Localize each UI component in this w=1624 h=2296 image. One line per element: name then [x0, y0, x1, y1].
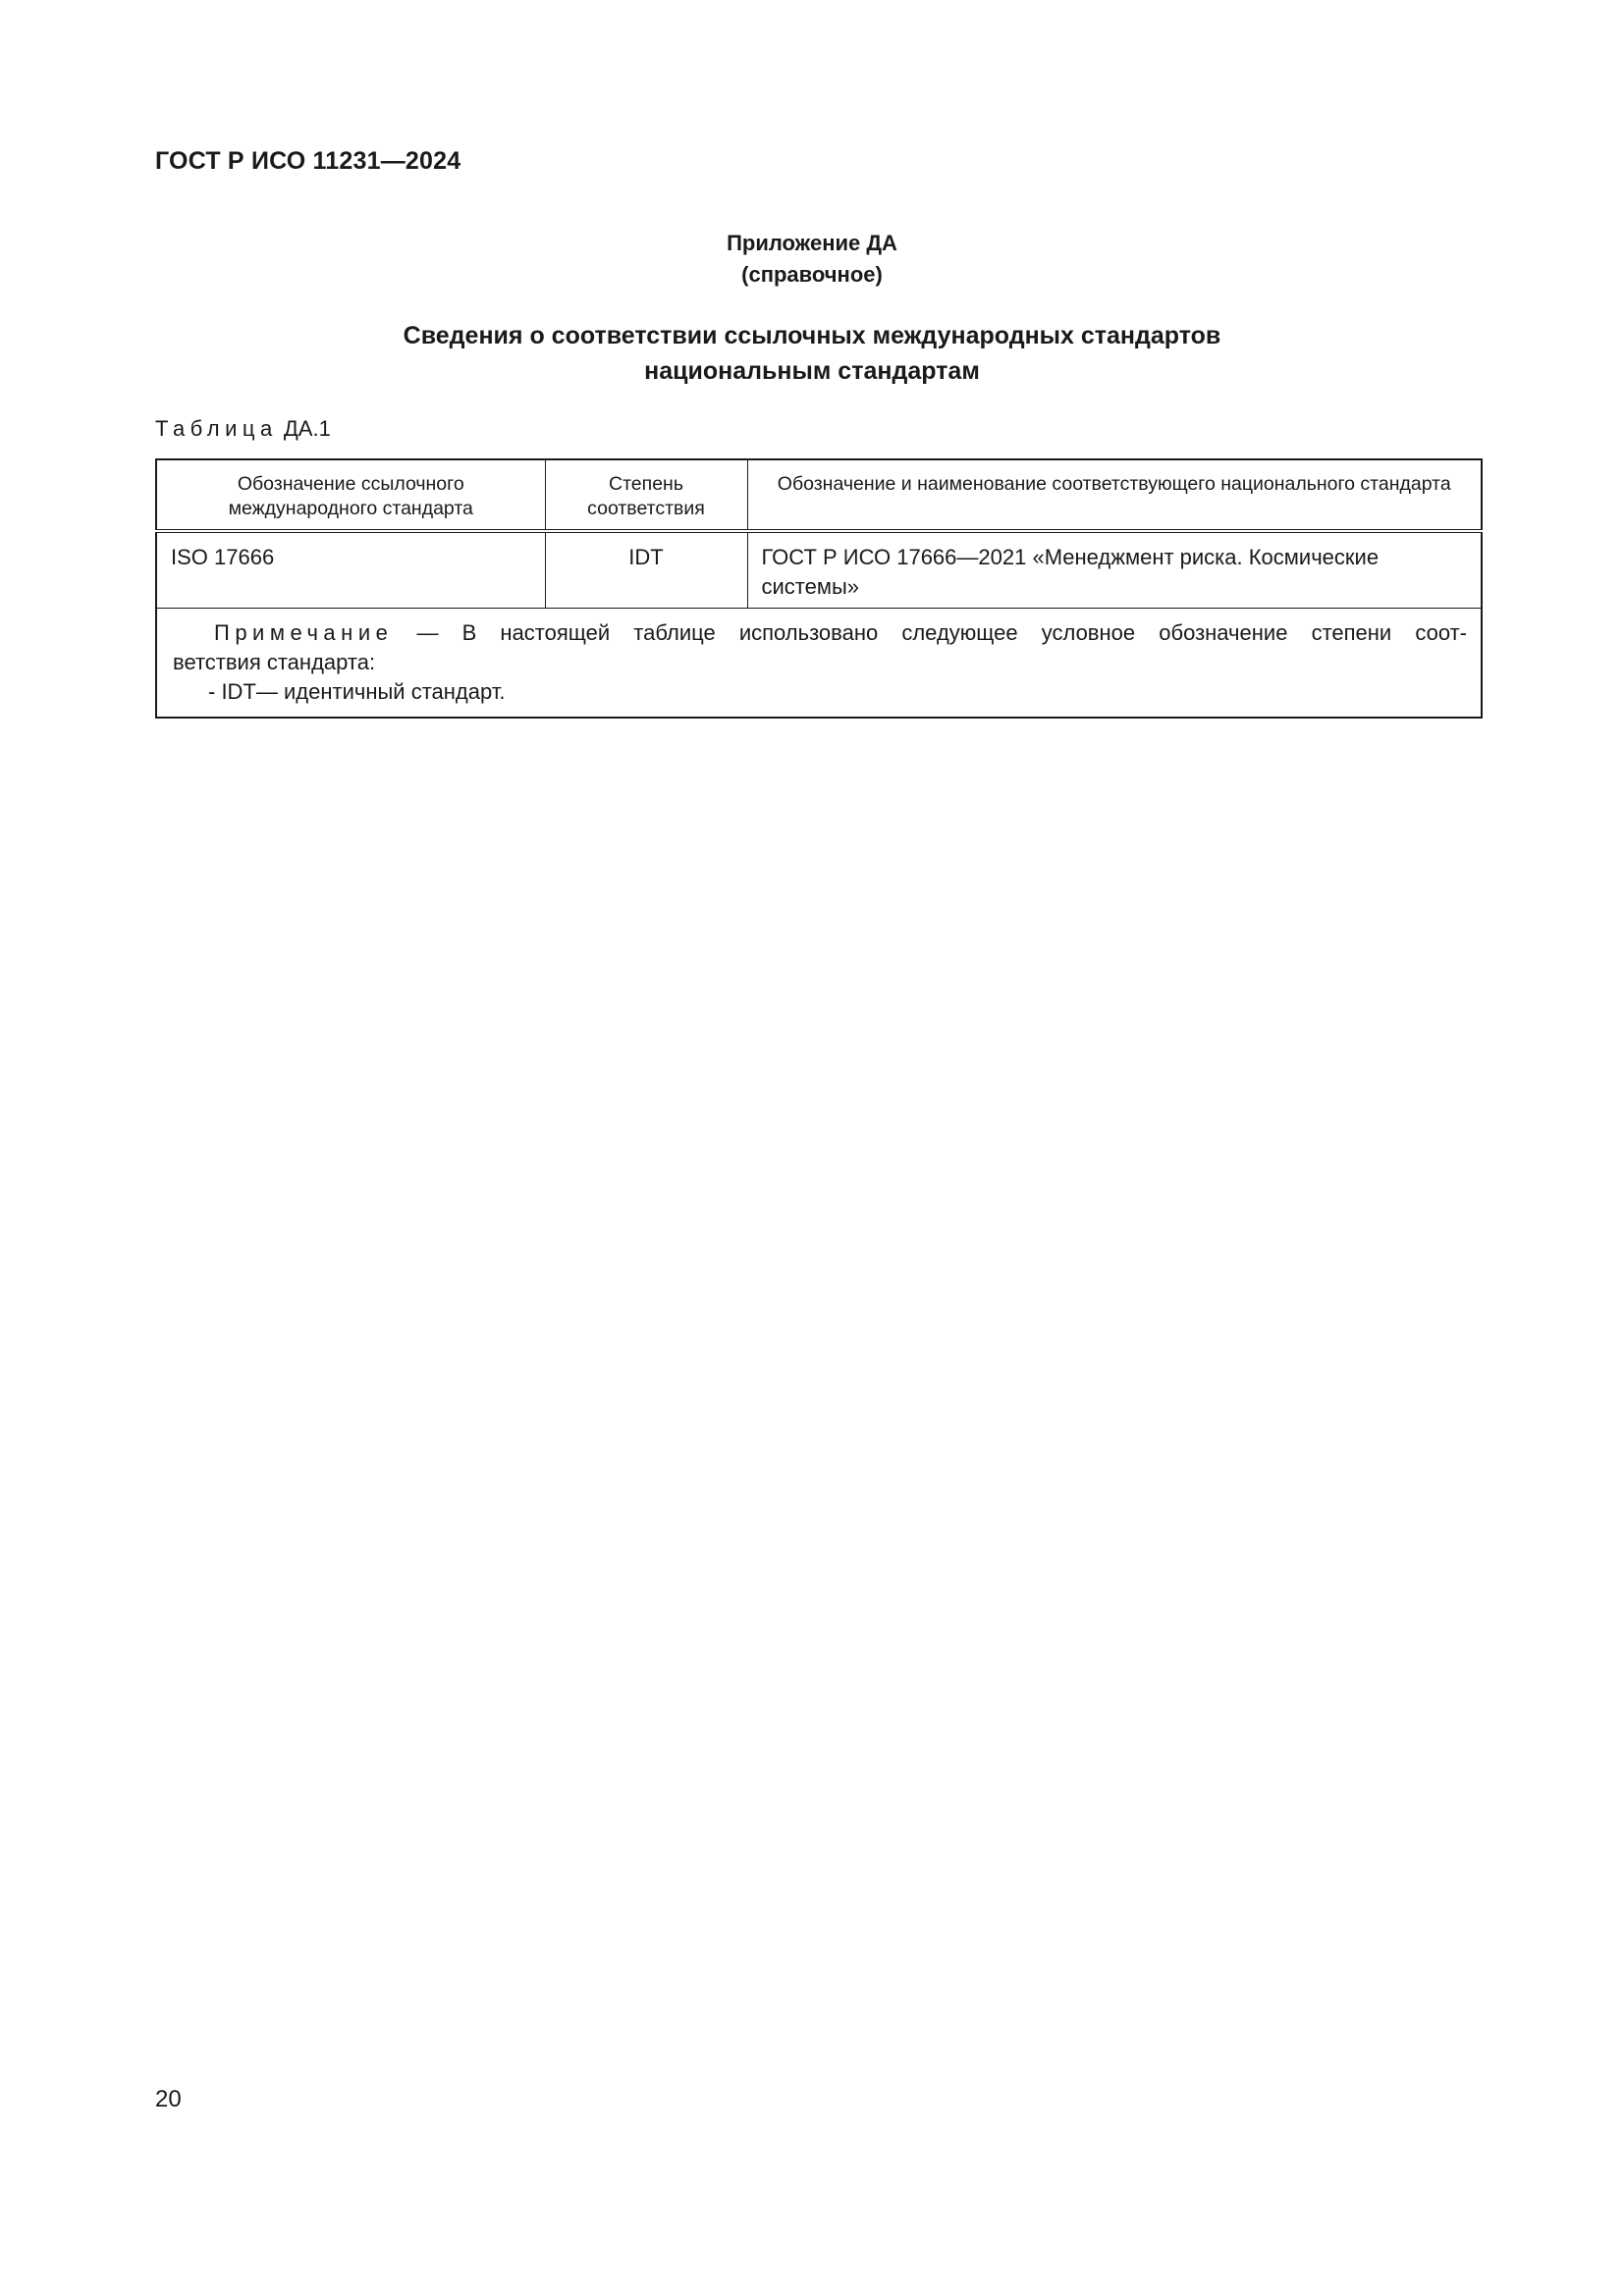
document-code: ГОСТ Р ИСО 11231—2024: [155, 147, 461, 175]
annex-heading-line-2: национальным стандартам: [644, 357, 980, 385]
annex-heading: [0, 318, 1624, 389]
column-header-intl-standard: Обозначение ссылочного международного стандарта: [156, 459, 545, 531]
table-header-row: [156, 459, 1482, 531]
note-text-line-1: — В настоящей таблице использовано следующее условное обозначение степени соот-: [416, 620, 1467, 645]
correspondence-table: [155, 458, 1483, 719]
column-header-degree: Степень соответствия: [545, 459, 747, 531]
table-row: [156, 531, 1482, 609]
annex-heading-line-1: Сведения о соответствии ссылочных международных стандартов: [403, 322, 1221, 349]
note-item: - IDT— идентичный стандарт.: [208, 679, 506, 704]
annex-title-block: [0, 228, 1624, 291]
column-header-national-standard: Обозначение и наименование соответствующего национального стандарта: [747, 459, 1482, 531]
cell-degree: IDT: [545, 531, 747, 609]
cell-national-standard: ГОСТ Р ИСО 17666—2021 «Менеджмент риска. Космические системы»: [747, 531, 1482, 609]
note-text-line-2: ветствия стандарта:: [173, 650, 376, 674]
annex-title: Приложение ДА: [727, 231, 897, 255]
page-number: 20: [155, 2086, 182, 2112]
table-note-row: [156, 609, 1482, 719]
note-label: Примечание: [214, 620, 394, 645]
note-line-1: [173, 618, 1467, 648]
table-caption-number: ДА.1: [283, 416, 331, 441]
table-caption-word: Таблица: [155, 416, 278, 441]
table-note: [156, 609, 1482, 719]
annex-status: (справочное): [741, 262, 883, 287]
table-caption: [155, 416, 331, 442]
cell-intl-standard: ISO 17666: [156, 531, 545, 609]
